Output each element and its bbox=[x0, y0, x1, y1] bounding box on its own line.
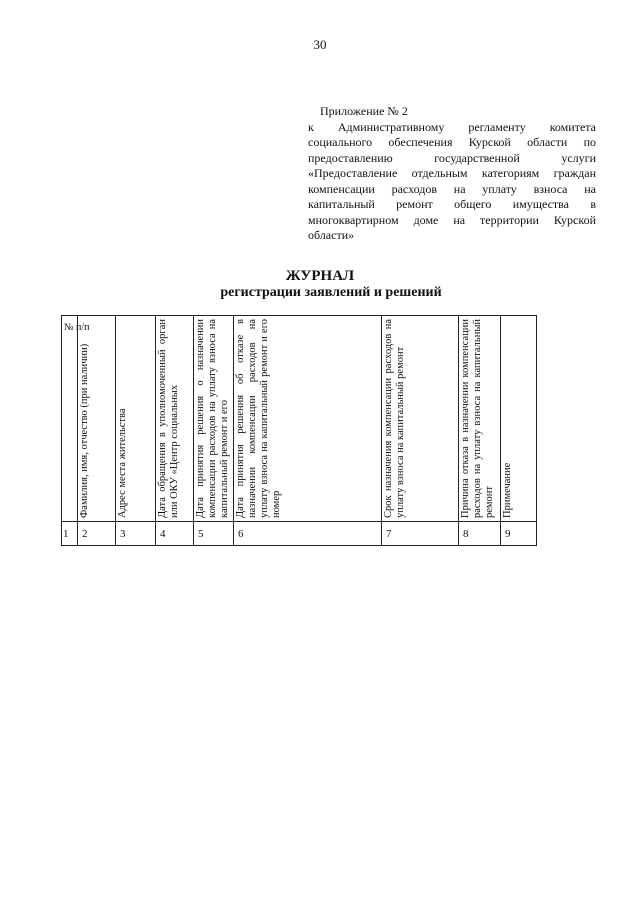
header-text: Дата принятия решения о назначении компенсации расходов на уплату взноса на капитальный ремонт и его bbox=[195, 319, 230, 518]
header-text: Фамилия, имя, отчество (при наличии) bbox=[79, 343, 90, 518]
header-cell bbox=[459, 316, 501, 522]
journal-title: ЖУРНАЛ bbox=[285, 268, 355, 284]
header-cell bbox=[116, 316, 156, 522]
number-cell: 6 bbox=[234, 522, 382, 546]
appendix-text: к Административному регламенту комитета социального обеспечения Курской области по предоставлению государственной услуги «Предоставление отдельным категориям граждан компенсации расходов на уплату взноса на капитальный ремонт общего имущества в многоквартирном доме на территории Курской области» bbox=[308, 119, 596, 242]
number-cell: 2 bbox=[78, 522, 116, 546]
table-header-row bbox=[62, 316, 537, 522]
journal-subtitle: регистрации заявлений и решений bbox=[220, 285, 442, 300]
header-cell bbox=[382, 316, 459, 522]
header-text: Причина отказа в назначении компенсации расходов на уплату взноса на капитальный ремонт bbox=[460, 319, 495, 518]
header-cell bbox=[501, 316, 537, 522]
number-cell: 3 bbox=[116, 522, 156, 546]
page-number: 30 bbox=[313, 37, 327, 52]
appendix-title: Приложение № 2 bbox=[320, 104, 408, 118]
header-text: Дата принятия решения об отказе в назначении компенсации расходов на уплату взноса на капитальный ремонт и его номер bbox=[235, 319, 282, 518]
header-text: Примечание bbox=[502, 462, 513, 518]
number-cell: 7 bbox=[382, 522, 459, 546]
header-text: Адрес места жительства bbox=[117, 408, 128, 518]
header-cell bbox=[156, 316, 194, 522]
header-text: Дата обращения в уполномоченный орган или ОКУ «Центр социальных bbox=[157, 319, 180, 518]
header-num-text: № п/п bbox=[64, 322, 90, 333]
header-cell bbox=[194, 316, 234, 522]
number-cell: 8 bbox=[459, 522, 501, 546]
number-cell: 9 bbox=[501, 522, 537, 546]
header-cell bbox=[234, 316, 382, 522]
number-cell: 5 bbox=[194, 522, 234, 546]
number-cell: 4 bbox=[156, 522, 194, 546]
registration-table bbox=[61, 315, 537, 546]
header-cell bbox=[78, 316, 116, 522]
header-text: Срок назначения компенсации расходов на уплату взноса на капитальный ремонт bbox=[383, 319, 406, 518]
table-number-row bbox=[62, 522, 537, 546]
number-cell: 1 bbox=[62, 522, 78, 546]
appendix-block bbox=[308, 104, 596, 244]
